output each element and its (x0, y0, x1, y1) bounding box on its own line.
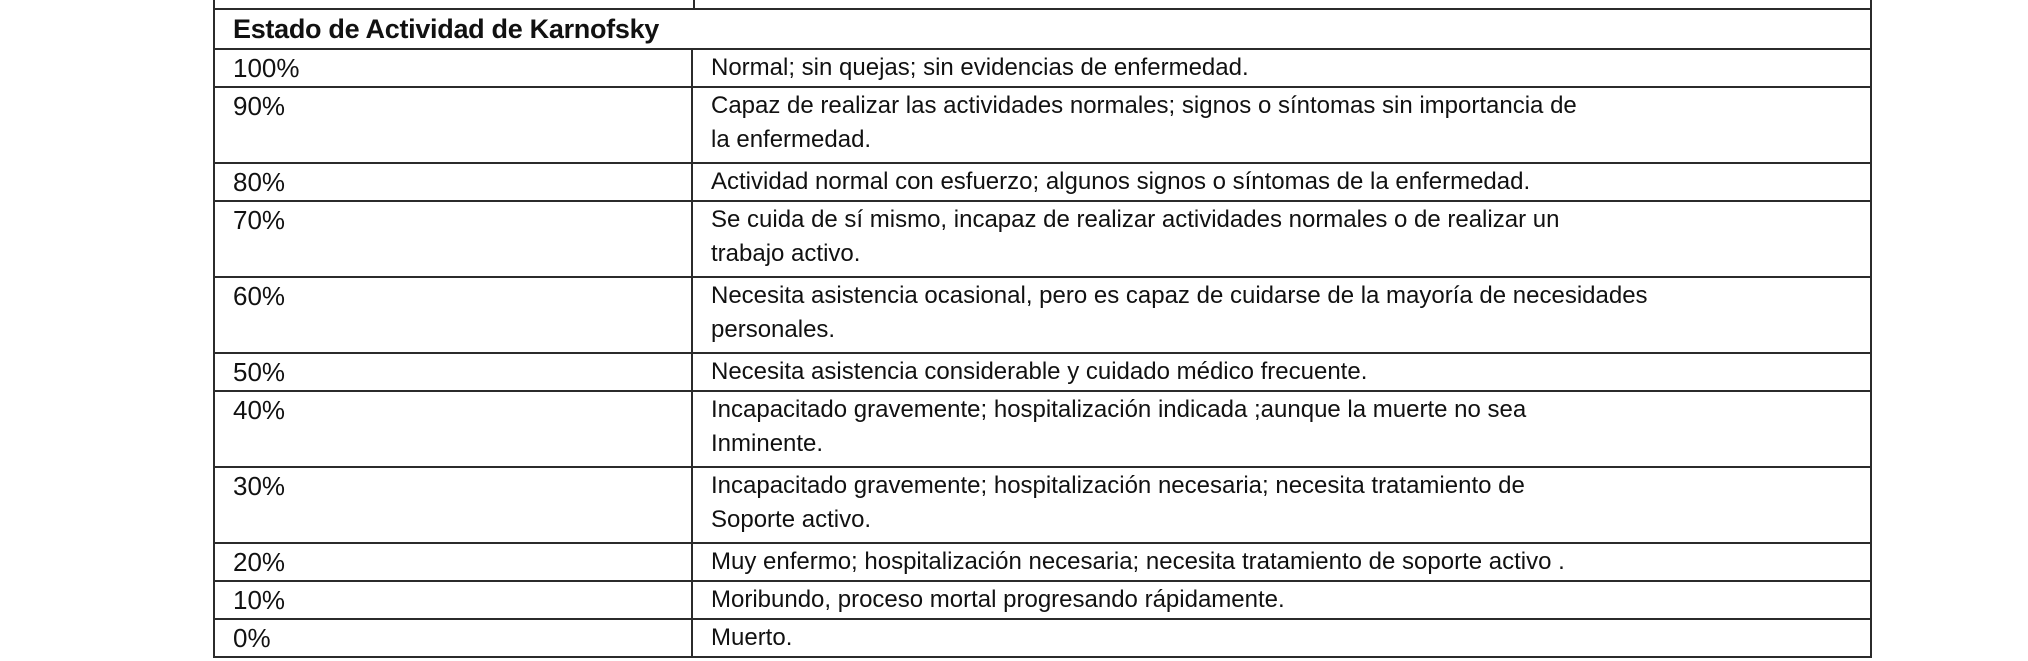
description-cell (693, 88, 1870, 162)
description-line: Capaz de realizar las actividades normales; signos o síntomas sin importancia de (711, 92, 1577, 119)
description-line: la enfermedad. (711, 126, 872, 153)
description-line: Moribundo, proceso mortal progresando rápidamente. (711, 586, 1285, 613)
description-line: Necesita asistencia considerable y cuidado médico frecuente. (711, 358, 1368, 385)
description-cell (693, 50, 1870, 86)
description-line: Necesita asistencia ocasional, pero es capaz de cuidarse de la mayoría de necesidades (711, 282, 1648, 309)
percentage-cell: 100% (215, 50, 693, 86)
percentage-cell: 20% (215, 544, 693, 580)
description-line: Soporte activo. (711, 506, 872, 533)
description-line: Incapacitado gravemente; hospitalización necesaria; necesita tratamiento de (711, 472, 1525, 499)
description-line: Muy enfermo; hospitalización necesaria; necesita tratamiento de soporte activo . (711, 548, 1565, 575)
percentage-cell: 70% (215, 202, 693, 276)
table-row (215, 354, 1870, 392)
table-top-stub (215, 0, 1870, 10)
description-cell (693, 392, 1870, 466)
table-row (215, 544, 1870, 582)
table-row (215, 582, 1870, 620)
table-row (215, 88, 1870, 164)
description-cell (693, 354, 1870, 390)
percentage-cell: 40% (215, 392, 693, 466)
percentage-cell: 10% (215, 582, 693, 618)
table-row (215, 392, 1870, 468)
table-row (215, 202, 1870, 278)
description-cell (693, 202, 1870, 276)
description-cell (693, 544, 1870, 580)
description-line: Inminente. (711, 430, 824, 457)
percentage-cell: 50% (215, 354, 693, 390)
description-line: personales. (711, 316, 836, 343)
table-row (215, 278, 1870, 354)
table-row (215, 468, 1870, 544)
description-line: Se cuida de sí mismo, incapaz de realizar actividades normales o de realizar un (711, 206, 1560, 233)
karnofsky-table (213, 0, 1872, 658)
table-row (215, 50, 1870, 88)
description-line: trabajo activo. (711, 240, 861, 267)
description-cell (693, 582, 1870, 618)
percentage-cell: 60% (215, 278, 693, 352)
table-row (215, 164, 1870, 202)
table-row (215, 620, 1870, 658)
percentage-cell: 80% (215, 164, 693, 200)
table-title: Estado de Actividad de Karnofsky (233, 13, 660, 44)
column-divider (693, 0, 695, 8)
percentage-cell: 90% (215, 88, 693, 162)
description-line: Normal; sin quejas; sin evidencias de enfermedad. (711, 54, 1249, 81)
description-line: Actividad normal con esfuerzo; algunos signos o síntomas de la enfermedad. (711, 168, 1531, 195)
percentage-cell: 0% (215, 620, 693, 656)
description-cell (693, 468, 1870, 542)
description-line: Incapacitado gravemente; hospitalización indicada ;aunque la muerte no sea (711, 396, 1527, 423)
table-title-row (215, 10, 1870, 50)
description-cell (693, 164, 1870, 200)
description-line: Muerto. (711, 624, 793, 651)
description-cell (693, 620, 1870, 656)
description-cell (693, 278, 1870, 352)
percentage-cell: 30% (215, 468, 693, 542)
